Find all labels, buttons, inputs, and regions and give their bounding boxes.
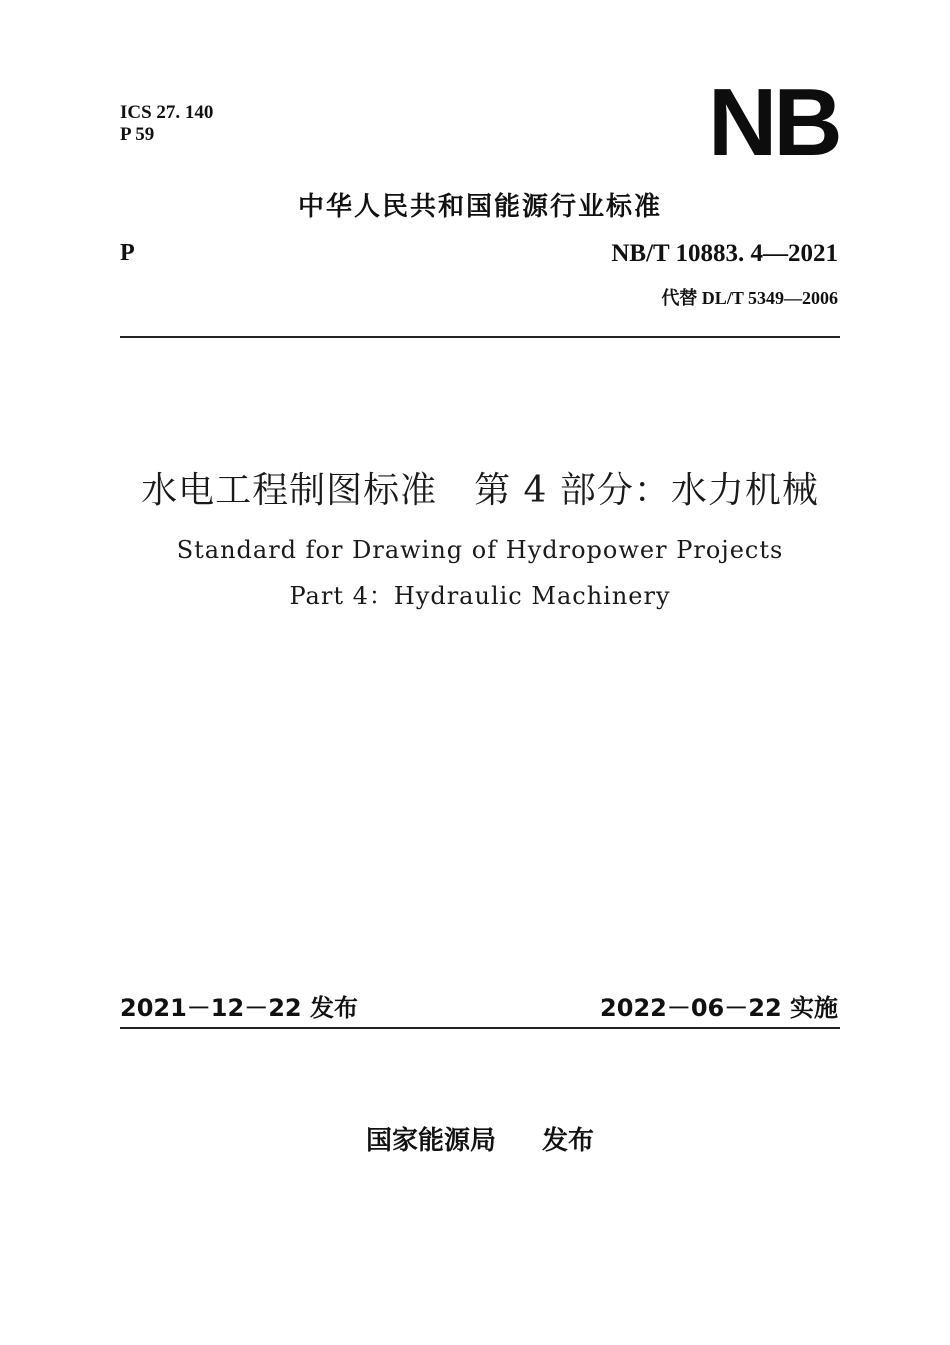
standard-number: NB/T 10883. 4—2021 [611, 240, 838, 267]
publisher-name: 国家能源局 [365, 1126, 496, 1156]
title-chinese: 水电工程制图标准 第 4 部分：水力机械 [141, 470, 819, 511]
ics-block [120, 102, 213, 146]
ics-code: ICS 27. 140 [120, 102, 214, 123]
implementation-date: 2022－06－22 实施 [600, 994, 838, 1022]
classification-code: P 59 [120, 124, 155, 145]
bottom-divider [120, 1027, 840, 1029]
publisher-line [0, 1120, 950, 1157]
title-english-line2: Part 4：Hydraulic Machinery [289, 582, 671, 610]
replaces-standard: 代替 DL/T 5349—2006 [661, 288, 838, 308]
publisher-action: 发布 [542, 1126, 595, 1156]
nb-logo: NB [708, 69, 839, 176]
issue-date: 2021－12－22 发布 [120, 994, 358, 1022]
top-divider [120, 336, 840, 338]
title-english-line1: Standard for Drawing of Hydropower Projects [176, 536, 784, 564]
class-letter: P [120, 240, 135, 266]
industry-standard-heading: 中华人民共和国能源行业标准 [297, 192, 662, 222]
